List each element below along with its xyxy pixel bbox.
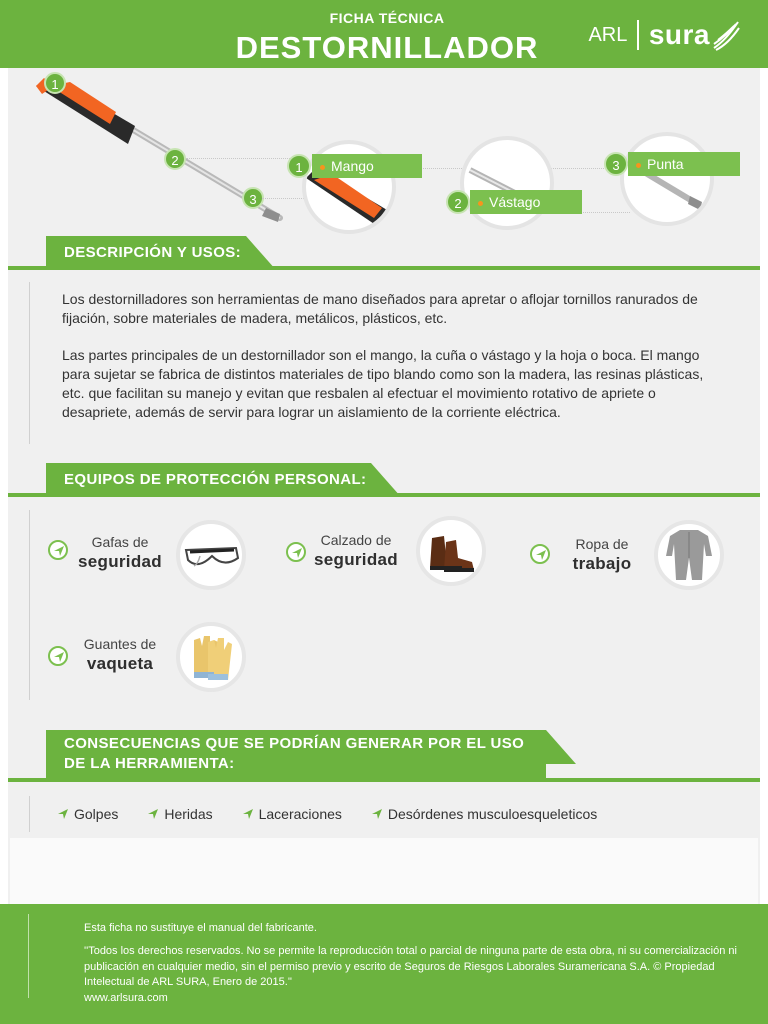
epp-image-circle [416, 516, 486, 586]
part-circle-shaft [460, 136, 554, 230]
epp-image-circle [176, 520, 246, 590]
epp-label-line1: Guantes de [83, 636, 157, 652]
description-text [62, 290, 712, 422]
bullet-dot [320, 165, 325, 170]
list-item [372, 806, 597, 822]
section-header-line: CONSECUENCIAS QUE SE PODRÍAN GENERAR POR EL USO [64, 735, 525, 752]
epp-label-glasses [60, 534, 180, 572]
epp-label-boots [296, 532, 416, 570]
bullet-dot [478, 201, 483, 206]
epp-label-line2: trabajo [572, 554, 632, 573]
section-header-epp: EQUIPOS DE PROTECCIÓN PERSONAL: [46, 463, 371, 497]
epp-label-coverall [542, 536, 662, 574]
arl-sura-logo [588, 18, 740, 52]
margin-rule [29, 796, 30, 832]
consequence-label: Laceraciones [258, 806, 342, 822]
margin-rule [29, 510, 30, 700]
section-header-line: DE LA HERRAMIENTA: [64, 755, 235, 772]
pointer-arrow-icon [148, 809, 158, 819]
part-number-badge: 3 [604, 152, 628, 176]
section-header-consequences [46, 730, 546, 780]
consequence-label: Golpes [74, 806, 119, 822]
logo-separator [637, 20, 639, 50]
callout-number-2: 2 [164, 148, 186, 170]
bullet-dot [636, 163, 641, 168]
document-title: DESTORNILLADOR [235, 30, 539, 65]
epp-label-line1: Ropa de [575, 536, 629, 552]
pointer-arrow-icon [243, 809, 253, 819]
margin-rule [29, 282, 30, 444]
consequence-label: Heridas [164, 806, 213, 822]
blank-area [10, 838, 758, 904]
epp-label-gloves [60, 636, 180, 674]
list-item [148, 806, 212, 822]
footer-legal-text: ''Todos los derechos reservados. No se permite la reproducción total o parcial de ninguna parte de esta obra, ni su comercialización ni publicación en cualquier medio, sin el permiso previo y escrito de Seguros de Riesgos Laborales Suramericana S.A. © Propiedad Intelectual de ARL SURA, Enero de 2015.'' [84, 945, 737, 988]
description-paragraph: Los destornilladores son herramientas de mano diseñados para apretar o aflojar tornillos ranurados de fijación, sobre materiales de madera, metálicos, plásticos, etc. [62, 291, 698, 326]
pointer-arrow-icon [372, 809, 382, 819]
epp-label-line2: vaqueta [86, 654, 154, 673]
logo-arl-text: ARL [588, 23, 628, 46]
part-tag-tip [628, 152, 740, 176]
safety-glasses-icon [180, 524, 242, 586]
leather-gloves-icon [180, 626, 242, 688]
document-subtitle: FICHA TÉCNICA [329, 10, 445, 26]
epp-label-line1: Calzado de [320, 532, 392, 548]
sura-wave-icon [712, 18, 740, 52]
consequences-list [58, 806, 627, 822]
part-label: Punta [647, 156, 684, 172]
callout-number-3: 3 [242, 187, 264, 209]
footer [0, 904, 768, 1024]
epp-image-circle [176, 622, 246, 692]
part-label: Mango [331, 158, 374, 174]
section-header-description: DESCRIPCIÓN Y USOS: [46, 236, 246, 270]
epp-label-line2: seguridad [78, 552, 162, 571]
part-tag-handle [312, 154, 422, 178]
list-item [243, 806, 342, 822]
description-paragraph: Las partes principales de un destornillador son el mango, la cuña o vástago y la hoja o boca. El mango para sujetar se fabrica de distintos materiales de tipo blando como son la madera, las resinas plásticas, etc. que facilitan su manejo y evitan que resbalen al efectuar el movimiento rotativo de apriete o desapriete, además de servir para lograr un aislamiento de la corriente eléctrica. [62, 347, 704, 420]
part-circle-tip [620, 132, 714, 226]
part-label: Vástago [489, 194, 541, 210]
footer-note: Esta ficha no sustituye el manual del fabricante. [84, 922, 317, 934]
vertical-imprint [28, 914, 36, 998]
part-number-badge: 1 [287, 154, 311, 178]
coverall-icon [658, 524, 720, 586]
safety-boots-icon [420, 520, 482, 582]
epp-image-circle [654, 520, 724, 590]
part-tag-shaft [470, 190, 582, 214]
consequence-label: Desórdenes musculoesqueleticos [387, 806, 598, 822]
logo-sura-text: sura [648, 19, 710, 50]
epp-label-line1: Gafas de [91, 534, 149, 550]
pointer-arrow-icon [58, 809, 68, 819]
list-item [58, 806, 118, 822]
footer-website-link[interactable]: www.arlsura.com [84, 992, 168, 1004]
part-number-badge: 2 [446, 190, 470, 214]
epp-label-line2: seguridad [314, 550, 398, 569]
callout-number-1: 1 [44, 72, 66, 94]
